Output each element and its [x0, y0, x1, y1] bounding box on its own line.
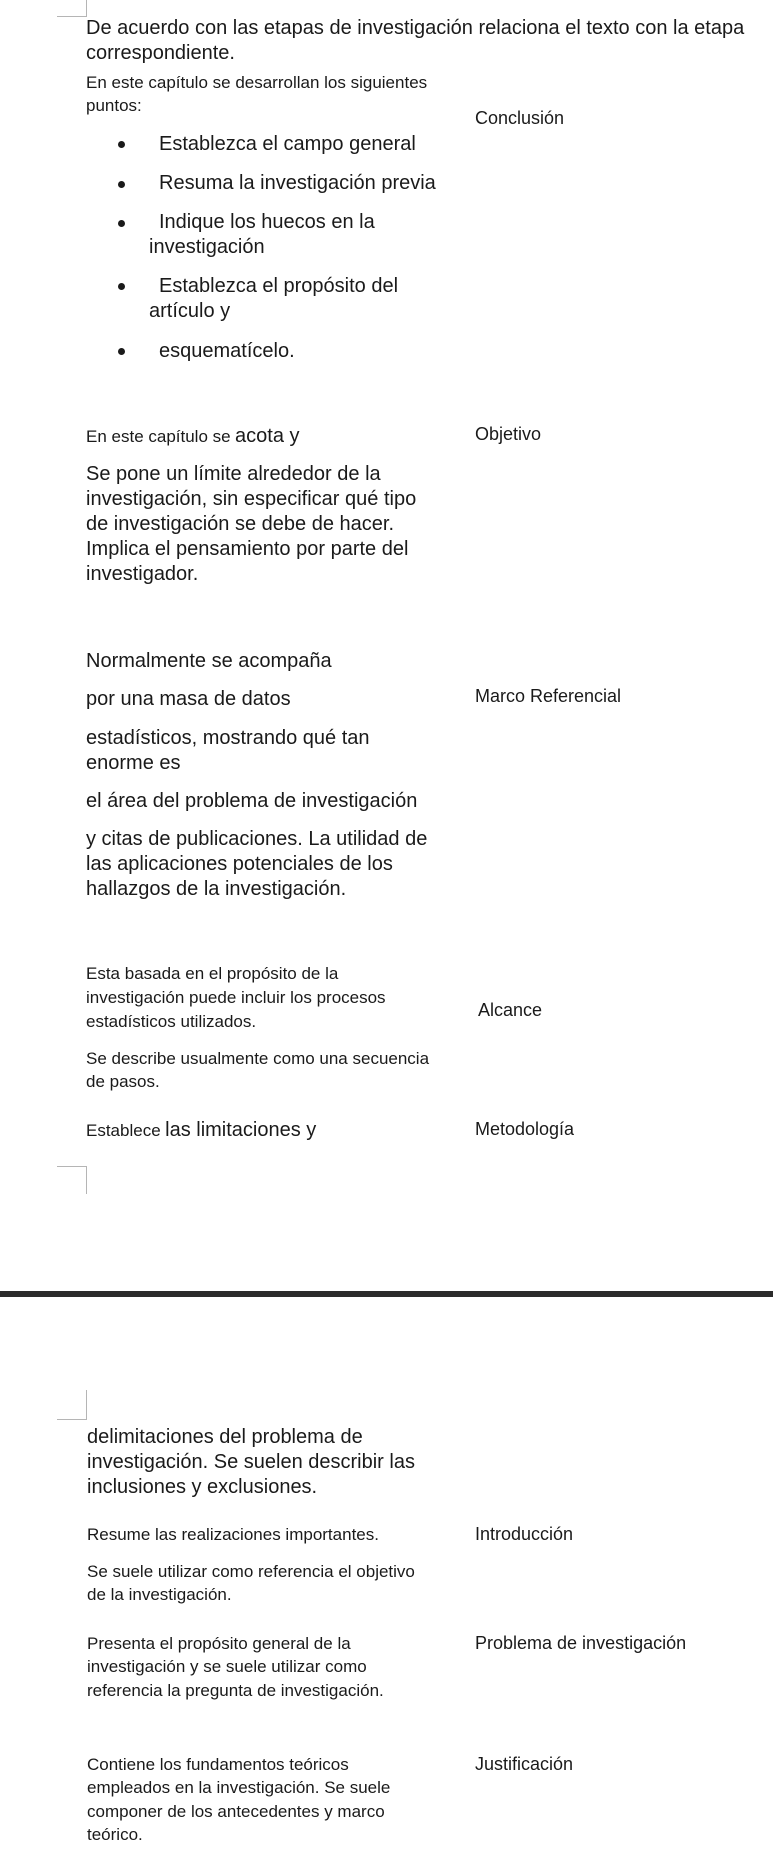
block1-intro: En este capítulo se desarrollan los siguientes	[86, 73, 428, 92]
block3-line: hallazgos de la investigación.	[86, 878, 347, 900]
list-item: esquematícelo.	[159, 340, 295, 362]
block-line: teórico.	[87, 1825, 143, 1844]
block-line: inclusiones y exclusiones.	[87, 1476, 318, 1498]
block4-line: estadísticos utilizados.	[86, 1012, 257, 1031]
block5-line: de pasos.	[86, 1072, 160, 1091]
margin-corner-mark	[57, 1166, 86, 1167]
instruction-heading-line-1: De acuerdo con las etapas de investigación relaciona el texto con la etapa	[86, 17, 745, 39]
margin-corner-mark	[86, 1390, 87, 1420]
margin-corner-mark	[57, 1419, 86, 1420]
block2-first-line: En este capítulo se acota y	[86, 425, 300, 447]
list-item: Establezca el propósito del	[159, 275, 399, 297]
list-item: Indique los huecos en la	[159, 211, 375, 233]
option-label: Marco Referencial	[475, 686, 622, 706]
bullet-icon	[118, 181, 125, 188]
block3-line: el área del problema de investigación	[86, 790, 418, 812]
margin-corner-mark	[86, 1166, 87, 1194]
option-label: Introducción	[475, 1524, 574, 1544]
block-line: investigación. Se suelen describir las	[87, 1451, 415, 1473]
list-item: artículo y	[149, 300, 231, 322]
block2-paragraph-line: investigador.	[86, 563, 199, 585]
option-label: Conclusión	[475, 108, 565, 128]
list-item: Resuma la investigación previa	[159, 172, 436, 194]
block-line: de la investigación.	[87, 1585, 232, 1604]
option-label: Problema de investigación	[475, 1633, 687, 1653]
block-line: componer de los antecedentes y marco	[87, 1802, 385, 1821]
block-line: Resume las realizaciones importantes.	[87, 1525, 379, 1544]
block2-paragraph-line: investigación, sin especificar qué tipo	[86, 488, 417, 510]
block2-paragraph-line: de investigación se debe de hacer.	[86, 513, 394, 535]
margin-corner-mark	[57, 16, 86, 17]
block3-line: y citas de publicaciones. La utilidad de	[86, 828, 428, 850]
block-line: delimitaciones del problema de	[87, 1426, 363, 1448]
block3-line: enorme es	[86, 752, 181, 774]
option-label: Alcance	[478, 1000, 543, 1020]
block4-line: Esta basada en el propósito de la	[86, 964, 339, 983]
option-label: Justificación	[475, 1754, 574, 1774]
block-line: investigación y se suele utilizar como	[87, 1657, 367, 1676]
bullet-icon	[118, 348, 125, 355]
option-label: Objetivo	[475, 424, 542, 444]
block6-line: Establece las limitaciones y	[86, 1119, 317, 1141]
instruction-heading-line-2: correspondiente.	[86, 42, 235, 64]
list-item: investigación	[149, 236, 265, 258]
bullet-icon	[118, 283, 125, 290]
option-label: Metodología	[475, 1119, 575, 1139]
block-line: Presenta el propósito general de la	[87, 1634, 351, 1653]
bullet-icon	[118, 220, 125, 227]
list-item: Establezca el campo general	[159, 133, 416, 155]
block3-line: por una masa de datos	[86, 688, 291, 710]
margin-corner-mark	[86, 0, 87, 17]
block1-intro: puntos:	[86, 96, 142, 115]
block3-line: las aplicaciones potenciales de los	[86, 853, 393, 875]
block2-paragraph-line: Implica el pensamiento por parte del	[86, 538, 409, 560]
bullet-icon	[118, 141, 125, 148]
block3-line: Normalmente se acompaña	[86, 650, 332, 672]
block-line: referencia la pregunta de investigación.	[87, 1681, 384, 1700]
block4-line: investigación puede incluir los procesos	[86, 988, 386, 1007]
block2-paragraph-line: Se pone un límite alrededor de la	[86, 463, 381, 485]
block-line: empleados en la investigación. Se suele	[87, 1778, 391, 1797]
block3-line: estadísticos, mostrando qué tan	[86, 727, 370, 749]
block-line: Contiene los fundamentos teóricos	[87, 1755, 349, 1774]
block5-line: Se describe usualmente como una secuencia	[86, 1049, 430, 1068]
page-break	[0, 1291, 773, 1297]
block-line: Se suele utilizar como referencia el objetivo	[87, 1562, 415, 1581]
